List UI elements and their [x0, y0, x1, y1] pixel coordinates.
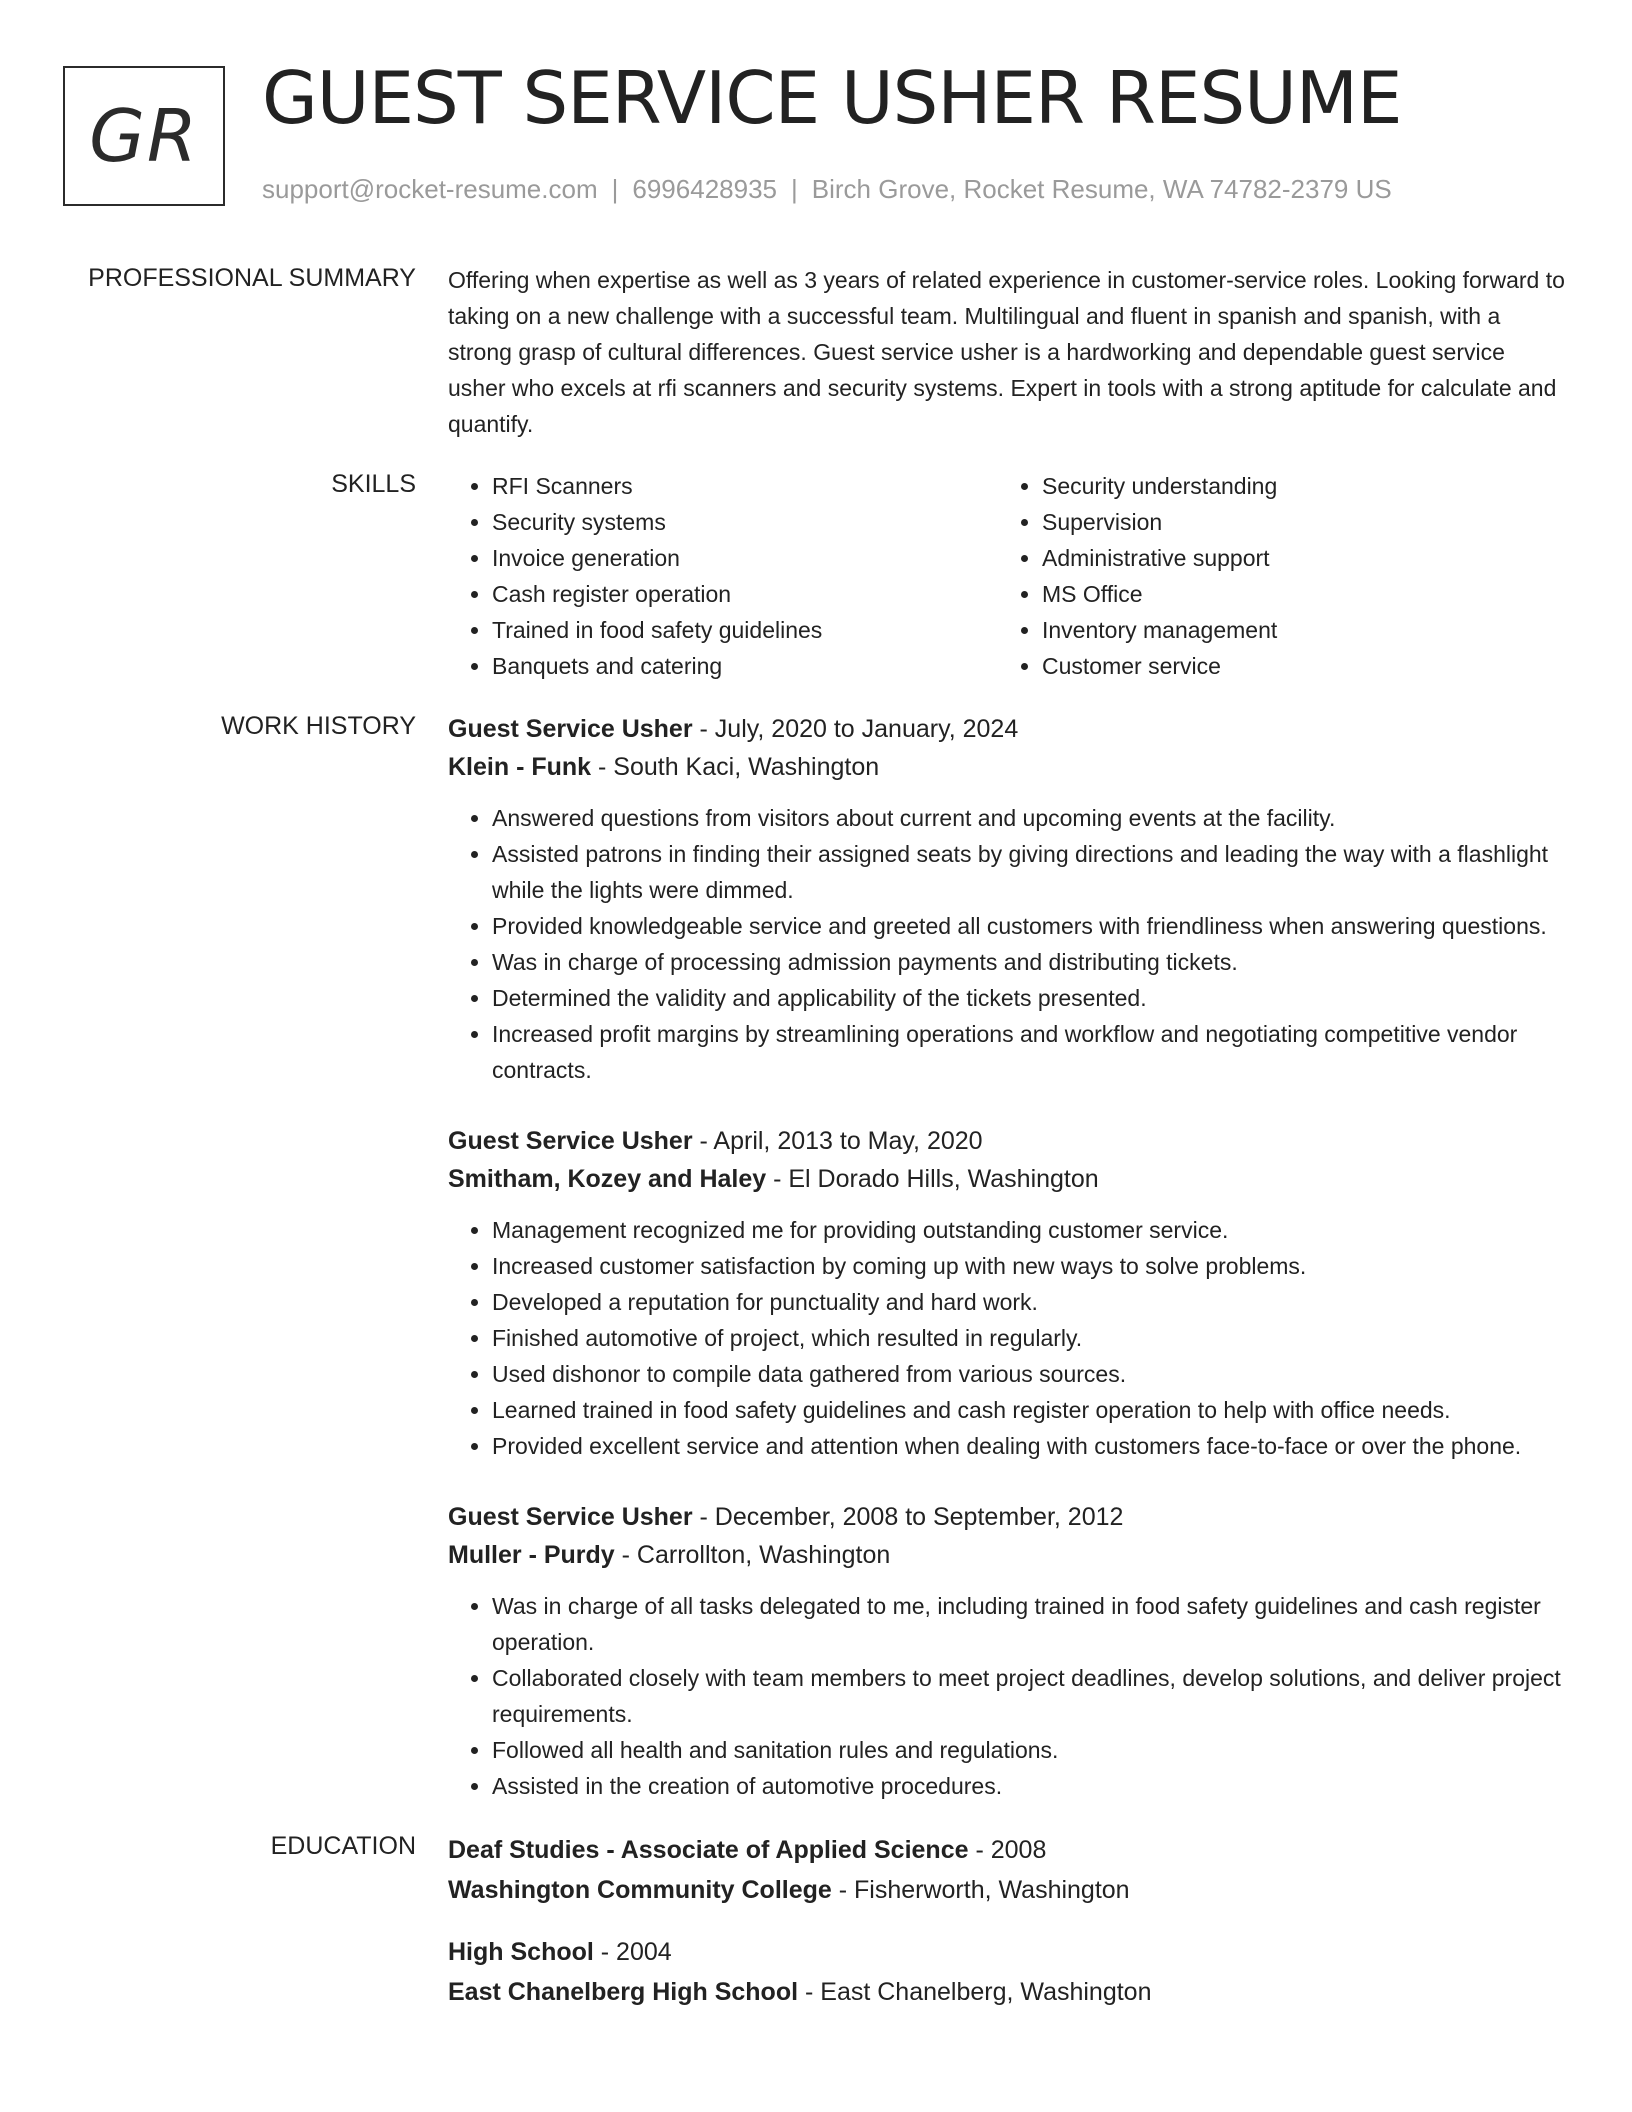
work-history-section — [0, 710, 1632, 1804]
section-label: SKILLS — [331, 470, 416, 498]
job-bullet: • Assisted in the creation of automotive procedures. — [492, 1768, 1568, 1804]
education-list — [448, 1830, 1568, 2034]
section-label: PROFESSIONAL SUMMARY — [88, 264, 416, 292]
job-location: - South Kaci, Washington — [591, 753, 880, 781]
skill-item: • Inventory management — [1042, 612, 1548, 648]
monogram-box — [63, 66, 225, 206]
job-bullet: • Provided excellent service and attention when dealing with customers face-to-face or over the phone. — [492, 1428, 1568, 1464]
education-school: East Chanelberg High School — [448, 1978, 799, 2006]
education-entry — [448, 1932, 1568, 2012]
skill-item: • MS Office — [1042, 576, 1548, 612]
job-company: Klein - Funk — [448, 753, 592, 781]
education-year: - 2008 — [968, 1836, 1047, 1864]
job-bullet: • Collaborated closely with team members to meet project deadlines, develop solutions, and deliver project requirements. — [492, 1660, 1568, 1732]
job-dates: - December, 2008 to September, 2012 — [692, 1503, 1124, 1531]
job-bullet: • Used dishonor to compile data gathered from various sources. — [492, 1356, 1568, 1392]
job-bullets — [448, 1588, 1568, 1804]
contact-separator: | — [791, 174, 798, 204]
job-title-line — [448, 1122, 1568, 1160]
skill-item: • Cash register operation — [492, 576, 998, 612]
education-entry — [448, 1830, 1568, 1910]
job-bullets — [448, 800, 1568, 1088]
contact-phone[interactable]: 6996428935 — [632, 174, 777, 204]
job-title: Guest Service Usher — [448, 715, 693, 743]
education-school-line — [448, 1870, 1568, 1910]
education-degree-line — [448, 1932, 1568, 1972]
education-year: - 2004 — [593, 1938, 672, 1966]
contact-separator: | — [611, 174, 619, 204]
job-title: Guest Service Usher — [448, 1127, 693, 1155]
summary-text: Offering when expertise as well as 3 years of related experience in customer-service roles. Looking forward to taking on a new challenge with a successful team. Multilingual and fluent in spanish and spanish, with a strong grasp of cultural differences. Guest service usher is a hardworking and dependable guest service usher who excels at rfi scanners and security systems. Expert in tools with a strong aptitude for calculate and quantify. — [448, 267, 1565, 437]
skill-item: • Administrative support — [1042, 540, 1548, 576]
resume-title: GUEST SERVICE USHER RESUME — [262, 56, 1402, 140]
education-section — [0, 1830, 1632, 2034]
job-bullet: • Increased customer satisfaction by coming up with new ways to solve problems. — [492, 1248, 1568, 1284]
job-title-line — [448, 1498, 1568, 1536]
contact-email[interactable]: support@rocket-resume.com — [262, 174, 598, 204]
skill-item: • Trained in food safety guidelines — [492, 612, 998, 648]
skill-item: • Supervision — [1042, 504, 1548, 540]
job-bullet: • Determined the validity and applicability of the tickets presented. — [492, 980, 1568, 1016]
skill-item: • RFI Scanners — [492, 468, 998, 504]
summary-section — [0, 262, 1632, 442]
section-label: WORK HISTORY — [221, 712, 416, 740]
skills-column-right — [998, 468, 1548, 684]
job-bullet: • Finished automotive of project, which resulted in regularly. — [492, 1320, 1568, 1356]
job-bullet: • Developed a reputation for punctuality and hard work. — [492, 1284, 1568, 1320]
job-title: Guest Service Usher — [448, 1503, 693, 1531]
monogram-initials: GR — [89, 94, 199, 178]
education-degree: Deaf Studies - Associate of Applied Science — [448, 1836, 969, 1864]
skill-item: • Security understanding — [1042, 468, 1548, 504]
job-company-line — [448, 1160, 1568, 1198]
job-location: - Carrollton, Washington — [614, 1541, 891, 1569]
job-bullet: • Answered questions from visitors about current and upcoming events at the facility. — [492, 800, 1568, 836]
job-company: Muller - Purdy — [448, 1541, 615, 1569]
job-entry — [448, 1122, 1568, 1464]
job-company: Smitham, Kozey and Haley — [448, 1165, 767, 1193]
contact-address: Birch Grove, Rocket Resume, WA 74782-2379 US — [811, 174, 1392, 204]
job-entry — [448, 1498, 1568, 1804]
job-bullet: • Assisted patrons in finding their assigned seats by giving directions and leading the way with a flashlight while the lights were dimmed. — [492, 836, 1568, 908]
job-bullet: • Was in charge of processing admission payments and distributing tickets. — [492, 944, 1568, 980]
job-bullet: • Provided knowledgeable service and greeted all customers with friendliness when answering questions. — [492, 908, 1568, 944]
skills-column-left — [448, 468, 998, 684]
education-school-line — [448, 1972, 1568, 2012]
skill-item: • Invoice generation — [492, 540, 998, 576]
job-entry — [448, 710, 1568, 1088]
education-degree-line — [448, 1830, 1568, 1870]
education-degree: High School — [448, 1938, 594, 1966]
job-dates: - July, 2020 to January, 2024 — [692, 715, 1019, 743]
job-title-line — [448, 710, 1568, 748]
education-location: - Fisherworth, Washington — [831, 1876, 1130, 1904]
resume-content — [0, 262, 1632, 2060]
job-company-line — [448, 1536, 1568, 1574]
job-bullet: • Was in charge of all tasks delegated to me, including trained in food safety guidelines and cash register operation. — [492, 1588, 1568, 1660]
skills-list — [448, 468, 1568, 684]
job-bullet: • Followed all health and sanitation rules and regulations. — [492, 1732, 1568, 1768]
education-school: Washington Community College — [448, 1876, 832, 1904]
job-bullets — [448, 1212, 1568, 1464]
section-label: EDUCATION — [270, 1832, 416, 1860]
job-location: - El Dorado Hills, Washington — [766, 1165, 1099, 1193]
skill-item: • Customer service — [1042, 648, 1548, 684]
job-bullet: • Learned trained in food safety guidelines and cash register operation to help with office needs. — [492, 1392, 1568, 1428]
skill-item: • Banquets and catering — [492, 648, 998, 684]
education-location: - East Chanelberg, Washington — [798, 1978, 1152, 2006]
work-history-list — [448, 710, 1568, 1804]
job-company-line — [448, 748, 1568, 786]
job-bullet: • Increased profit margins by streamlining operations and workflow and negotiating competitive vendor contracts. — [492, 1016, 1568, 1088]
skills-section — [0, 468, 1632, 684]
contact-line — [262, 174, 1392, 205]
job-dates: - April, 2013 to May, 2020 — [692, 1127, 983, 1155]
skill-item: • Security systems — [492, 504, 998, 540]
job-bullet: • Management recognized me for providing outstanding customer service. — [492, 1212, 1568, 1248]
